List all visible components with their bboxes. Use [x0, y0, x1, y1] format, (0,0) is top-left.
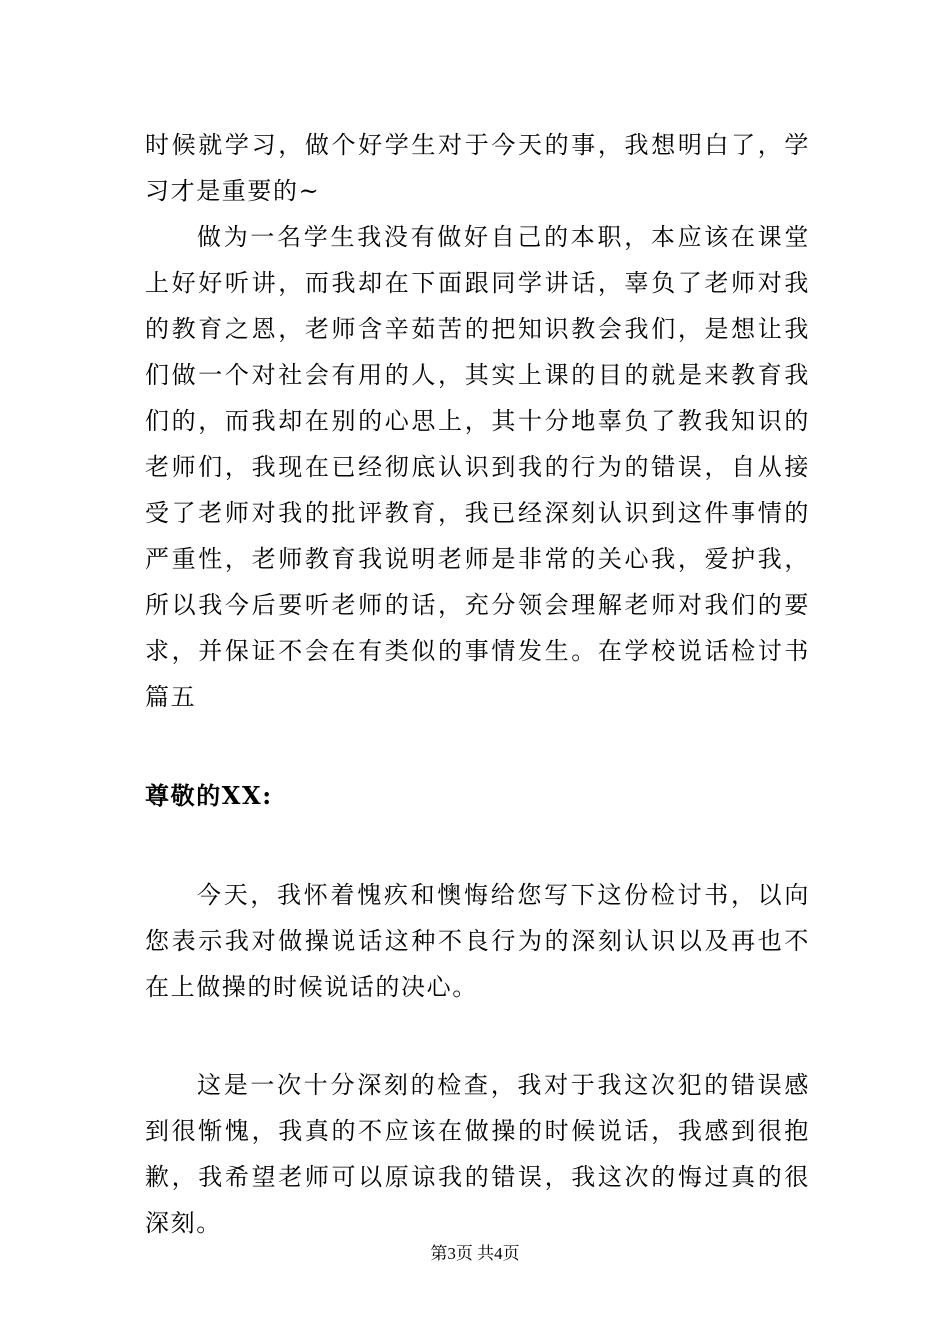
paragraph-apology: 做为一名学生我没有做好自己的本职，本应该在课堂上好好听讲，而我却在下面跟同学讲话，辜负了老师对我的教育之恩，老师含辛茹苦的把知识教会我们，是想让我们做一个对社会有用的人，其实上课的目的就是来教育我们的，而我却在别的心思上，其十分地辜负了教我知识的老师们，我现在已经彻底认识到我的行为的错误，自从接受了老师对我的批评教育，我已经深刻认识到这件事情的严重性，老师教育我说明老师是非常的关心我，爱护我，所以我今后要听老师的话，充分领会理解老师对我们的要求，并保证不会在有类似的事情发生。在学校说话检讨书篇五: [145, 223, 810, 711]
salutation: 尊敬的XX:: [145, 781, 273, 810]
page-number-footer: 第3页 共4页: [430, 1244, 520, 1263]
document-page: [145, 122, 810, 1246]
paragraph-reflection: 这是一次十分深刻的检查，我对于我这次犯的错误感到很惭愧，我真的不应该在做操的时候说话，我感到很抱歉，我希望老师可以原谅我的错误，我这次的悔过真的很深刻。: [145, 1071, 810, 1237]
paragraph-continuation: 时候就学习，做个好学生对于今天的事，我想明白了，学习才是重要的~: [145, 131, 810, 205]
paragraph-intro: 今天，我怀着愧疚和懊悔给您写下这份检讨书，以向您表示我对做操说话这种不良行为的深刻认识以及再也不在上做操的时候说话的决心。: [145, 881, 810, 1001]
